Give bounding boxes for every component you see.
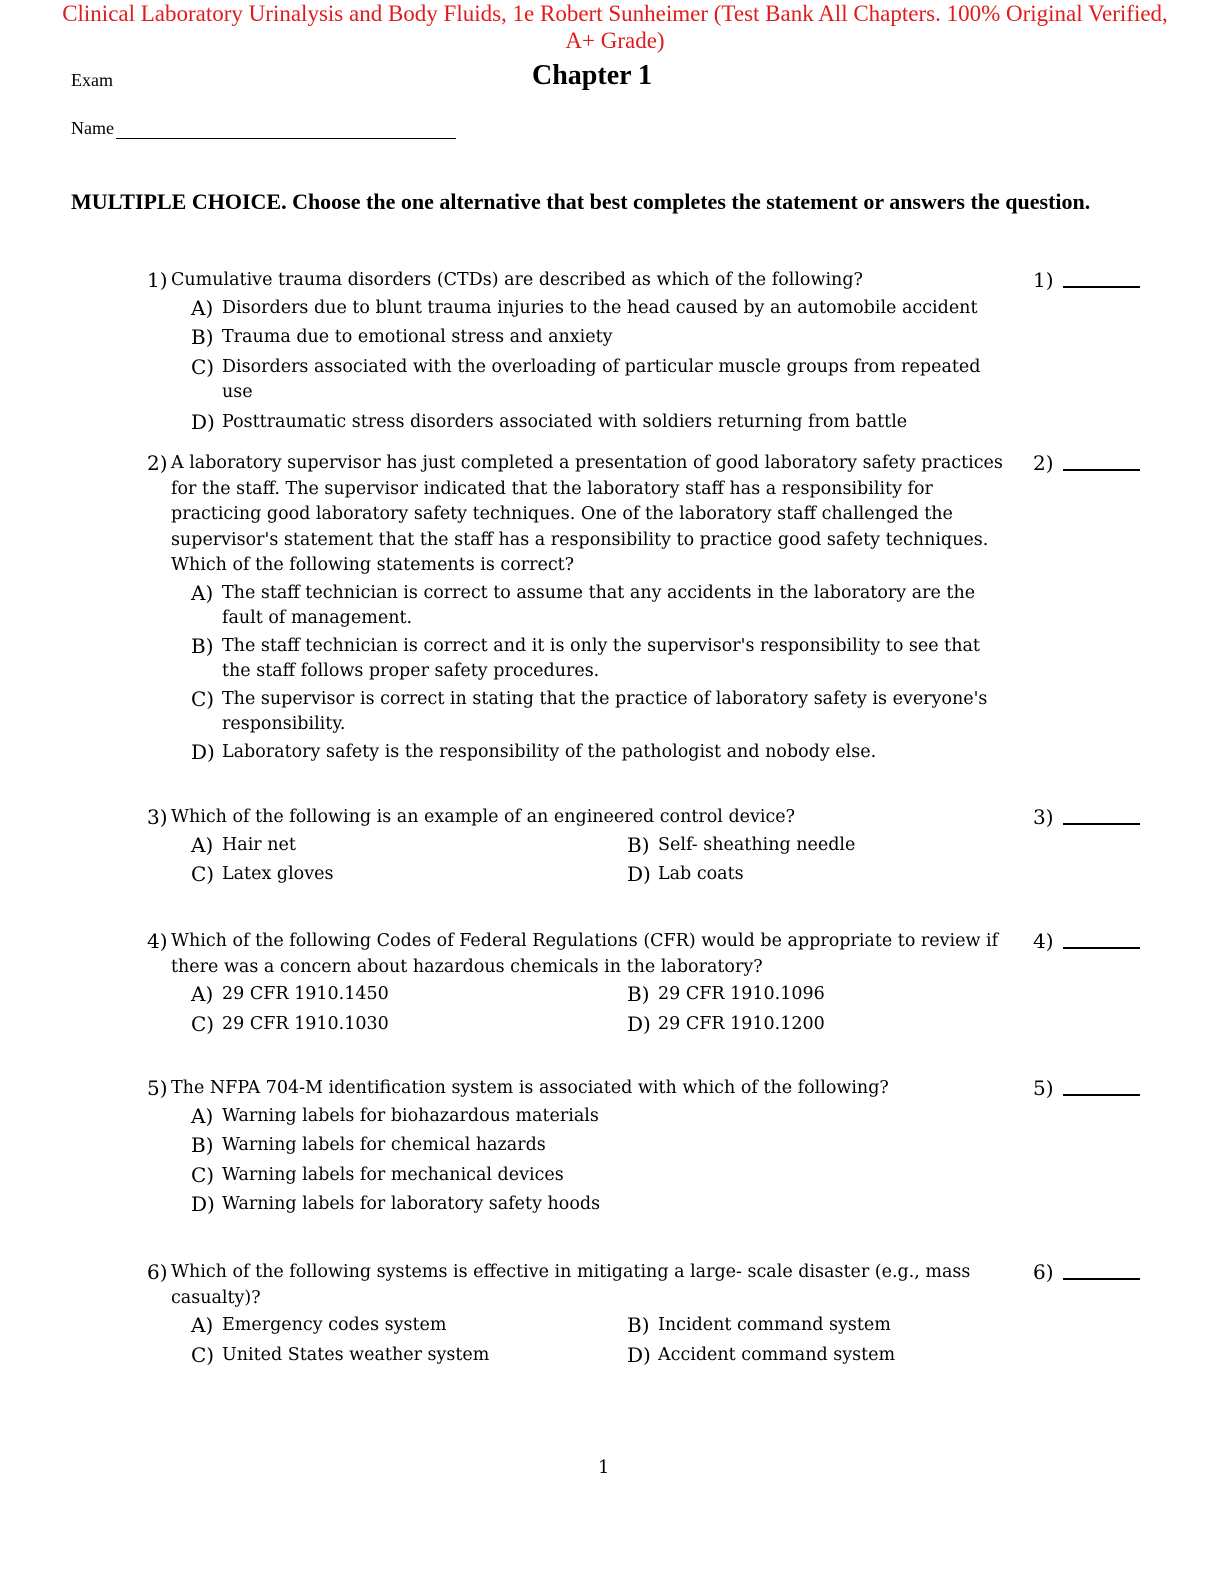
- chapter-title: Chapter 1: [532, 60, 653, 91]
- question-5: [147, 1076, 1147, 1218]
- question-text: The NFPA 704-M identification system is associated with which of the following?: [171, 1078, 889, 1098]
- option-b: B) The staff technician is correct and it is only the supervisor's responsibility to see that the staff follows proper safety procedures.: [191, 633, 980, 681]
- instructions: MULTIPLE CHOICE. Choose the one alternative that best completes the statement or answers the question.: [71, 189, 1091, 214]
- option-d: D) Accident command system: [627, 1342, 896, 1367]
- option-a: A) Hair net: [191, 832, 296, 857]
- option-d: D) 29 CFR 1910.1200: [627, 1011, 825, 1036]
- option-d: D) Posttraumatic stress disorders associated with soldiers returning from battle: [191, 409, 908, 434]
- question-number: 4): [147, 929, 168, 953]
- question-number: 3): [147, 805, 168, 829]
- option-c: C) Disorders associated with the overloading of particular muscle groups from repeated use: [191, 354, 981, 402]
- question-6: [147, 1260, 1147, 1368]
- option-b: B) Incident command system: [627, 1313, 891, 1337]
- question-text: A laboratory supervisor has just completed a presentation of good laboratory safety practices for the staff. The supervisor indicated that the laboratory staff has a responsibility for practicing good laboratory safety techniques. One of the laboratory staff challenged the supervisor's statement that the staff has a responsibility to practice good safety techniques. Which of the following statements is correct?: [171, 453, 1003, 575]
- option-a: A) Disorders due to blunt trauma injuries to the head caused by an automobile accident: [191, 295, 978, 320]
- answer-blank-4: 4): [1033, 929, 1143, 953]
- option-d: D) Lab coats: [627, 862, 744, 886]
- name-field: [71, 118, 456, 139]
- question-text: Which of the following is an example of an engineered control device?: [171, 807, 796, 827]
- option-b: B) Trauma due to emotional stress and anxiety: [191, 325, 613, 349]
- option-d: D) Laboratory safety is the responsibility of the pathologist and nobody else.: [191, 739, 877, 764]
- answer-blank-6: 6): [1033, 1260, 1143, 1284]
- question-number: 2): [147, 451, 168, 475]
- document-banner: Clinical Laboratory Urinalysis and Body Fluids, 1e Robert Sunheimer (Test Bank All Chapters. 100% Original Verified, A+ Grade): [62, 1, 1168, 53]
- option-a: A) Emergency codes system: [191, 1313, 447, 1337]
- question-number: 6): [147, 1260, 168, 1284]
- question-1: [147, 268, 1147, 435]
- option-a: A) The staff technician is correct to assume that any accidents in the laboratory are the fault of management.: [191, 580, 976, 628]
- option-c: C) United States weather system: [191, 1342, 490, 1367]
- page-number: 1: [598, 1457, 610, 1478]
- answer-blank-3: 3): [1033, 805, 1143, 829]
- option-c: C) Latex gloves: [191, 862, 334, 886]
- question-2: [147, 451, 1147, 765]
- exam-label: Exam: [71, 70, 113, 90]
- option-b: B) Self- sheathing needle: [627, 832, 856, 857]
- name-blank-line: [116, 120, 456, 139]
- question-text: Which of the following Codes of Federal Regulations (CFR) would be appropriate to review if there was a concern about hazardous chemicals in the laboratory?: [171, 931, 999, 977]
- option-a: A) Warning labels for biohazardous materials: [191, 1103, 599, 1128]
- question-number: 1): [147, 268, 168, 292]
- answer-blank-2: 2): [1033, 451, 1143, 475]
- question-4: [147, 929, 1147, 1037]
- option-a: A) 29 CFR 1910.1450: [191, 982, 389, 1006]
- answer-blank-5: 5): [1033, 1076, 1143, 1100]
- answer-blank-1: 1): [1033, 268, 1143, 292]
- option-d: D) Warning labels for laboratory safety hoods: [191, 1192, 601, 1216]
- option-b: B) 29 CFR 1910.1096: [627, 982, 825, 1006]
- question-text: Which of the following systems is effective in mitigating a large- scale disaster (e.g., mass casualty)?: [171, 1262, 971, 1308]
- name-label: Name: [71, 118, 114, 138]
- option-c: C) 29 CFR 1910.1030: [191, 1011, 389, 1036]
- question-3: [147, 805, 1147, 888]
- question-number: 5): [147, 1076, 168, 1100]
- option-b: B) Warning labels for chemical hazards: [191, 1133, 546, 1157]
- option-c: C) Warning labels for mechanical devices: [191, 1162, 564, 1187]
- option-c: C) The supervisor is correct in stating that the practice of laboratory safety is everyone's responsibility.: [191, 686, 988, 734]
- question-text: Cumulative trauma disorders (CTDs) are described as which of the following?: [171, 270, 863, 290]
